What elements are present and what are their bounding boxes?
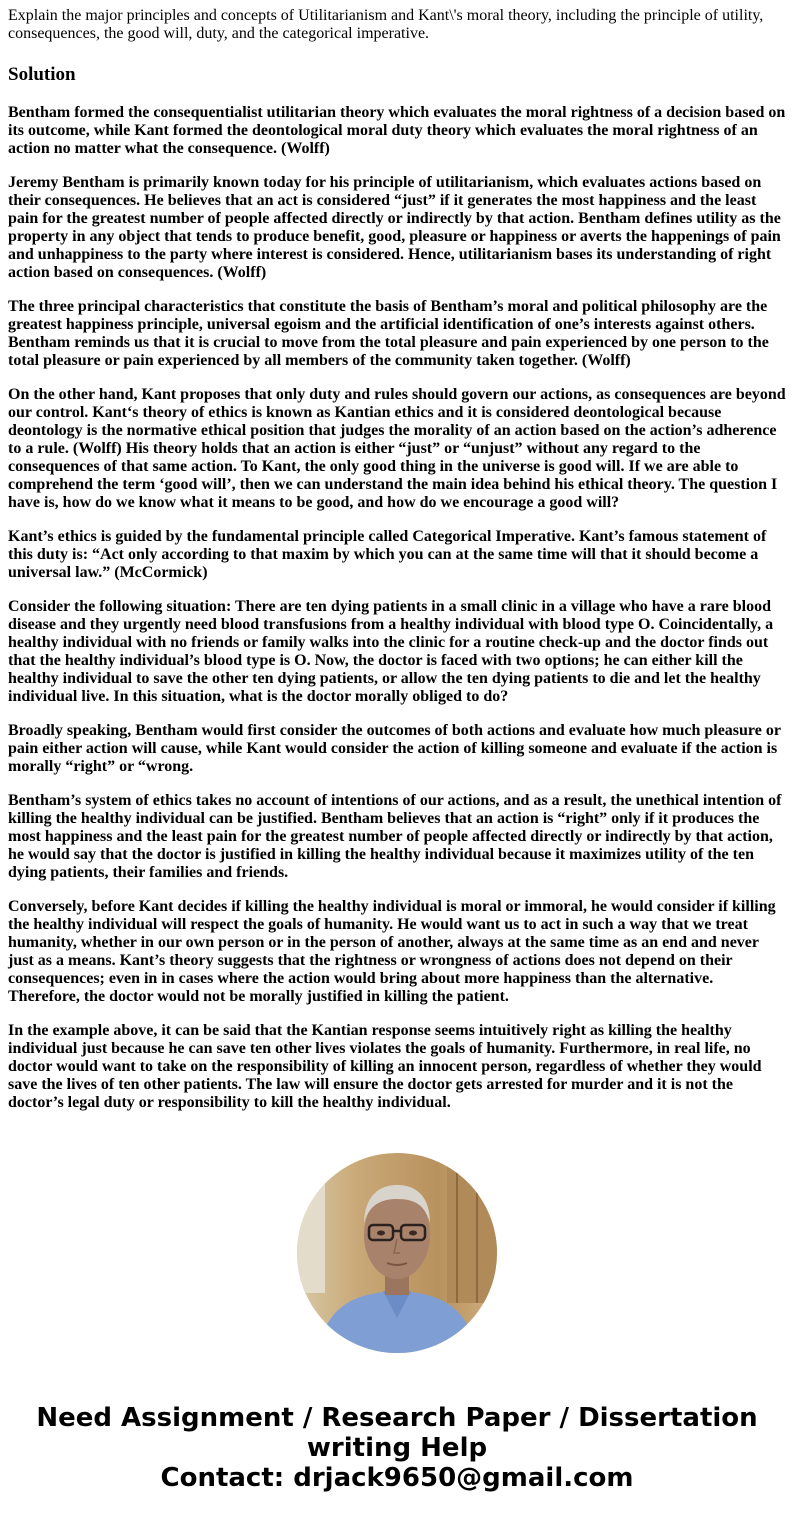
author-portrait-image (297, 1153, 497, 1353)
author-avatar (297, 1153, 497, 1353)
promo-line-1: Need Assignment / Research Paper / Dissertation (36, 1403, 758, 1433)
answer-body (8, 104, 788, 1112)
promo-footer (0, 1403, 794, 1493)
paragraph-4: On the other hand, Kant proposes that only duty and rules should govern our actions, as consequences are beyond our control. Kant‘s theory of ethics is known as Kantian ethics and it is considered deontological because deontology is the normative ethical position that judges the morality of an action based on the action’s adherence to a rule. (Wolff) His theory holds that an action is either “just” or “unjust” without any regard to the consequences of that same action. To Kant, the only good thing in the universe is good will. If we are able to comprehend the term ‘good will’, then we can understand the main idea behind his ethical theory. The question I have is, how do we know what it means to be good, and how do we encourage a good will? (8, 386, 786, 511)
paragraph-9: Conversely, before Kant decides if killing the healthy individual is moral or immoral, he would consider if killing the healthy individual will respect the goals of humanity. He would want us to act in such a way that we treat humanity, whether in our own person or in the person of another, always at the same time as an end and never just as a means. Kant’s theory suggests that the rightness or wrongness of actions does not depend on their consequences; even in in cases where the action would bring about more happiness than the alternative. Therefore, the doctor would not be morally justified in killing the patient. (8, 898, 776, 1005)
promo-contact: Contact: drjack9650@gmail.com (160, 1463, 634, 1493)
question-text: Explain the major principles and concepts of Utilitarianism and Kant\'s moral theory, including the principle of utility, consequences, the good will, duty, and the categorical imperative. (8, 7, 764, 42)
promo-line-2: writing Help (306, 1433, 488, 1463)
paragraph-8: Bentham’s system of ethics takes no account of intentions of our actions, and as a result, the unethical intention of killing the healthy individual can be justified. Bentham believes that an action is “right” only if it produces the most happiness and the least pain for the greatest number of people affected directly or indirectly by that action, he would say that the doctor is justified in killing the healthy individual because it maximizes utility of the ten dying patients, their families and friends. (8, 792, 782, 881)
paragraph-3: The three principal characteristics that constitute the basis of Bentham’s moral and political philosophy are the greatest happiness principle, universal egoism and the artificial identification of one’s interests against others. Bentham reminds us that it is crucial to move from the total pleasure and pain experienced by one person to the total pleasure or pain experienced by all members of the community taken together. (Wolff) (8, 298, 769, 369)
paragraph-6: Consider the following situation: There are ten dying patients in a small clinic in a village who have a rare blood disease and they urgently need blood transfusions from a healthy individual with blood type O. Coincidentally, a healthy individual with no friends or family walks into the clinic for a routine check-up and the doctor finds out that the healthy individual’s blood type is O. Now, the doctor is faced with two options; he can either kill the healthy individual to save the other ten dying patients, or allow the ten dying patients to die and let the healthy individual live. In this situation, what is the doctor morally obliged to do? (8, 598, 774, 705)
paragraph-1: Bentham formed the consequentialist utilitarian theory which evaluates the moral rightness of a decision based on its outcome, while Kant formed the deontological moral duty theory which evaluates the moral rightness of an action no matter what the consequence. (Wolff) (8, 104, 786, 157)
paragraph-7: Broadly speaking, Bentham would first consider the outcomes of both actions and evaluate how much pleasure or pain either action will cause, while Kant would consider the action of killing someone and evaluate if the action is morally “right” or “wrong. (8, 722, 781, 775)
solution-heading: Solution (8, 64, 76, 85)
paragraph-5: Kant’s ethics is guided by the fundamental principle called Categorical Imperative. Kant’s famous statement of this duty is: “Act only according to that maxim by which you can at the same time will that it should become a universal law.” (McCormick) (8, 528, 767, 581)
document-body (8, 7, 788, 1128)
paragraph-2: Jeremy Bentham is primarily known today for his principle of utilitarianism, which evaluates actions based on their consequences. He believes that an act is considered “just” if it generates the most happiness and the least pain for the greatest number of people affected directly or indirectly by that action. Bentham defines utility as the property in any object that tends to produce benefit, good, pleasure or happiness or averts the happenings of pain and unhappiness to the party where interest is considered. Hence, utilitarianism bases its understanding of right action based on consequences. (Wolff) (8, 174, 781, 281)
right-cabinet (447, 1163, 497, 1303)
paragraph-10: In the example above, it can be said that the Kantian response seems intuitively right as killing the healthy individual just because he can save ten other lives violates the goals of humanity. Furthermore, in real life, no doctor would want to take on the responsibility of killing an innocent person, regardless of whether they would save the lives of ten other patients. The law will ensure the doctor gets arrested for murder and it is not the doctor’s legal duty or responsibility to kill the healthy individual. (8, 1022, 762, 1111)
left-door (297, 1173, 325, 1293)
